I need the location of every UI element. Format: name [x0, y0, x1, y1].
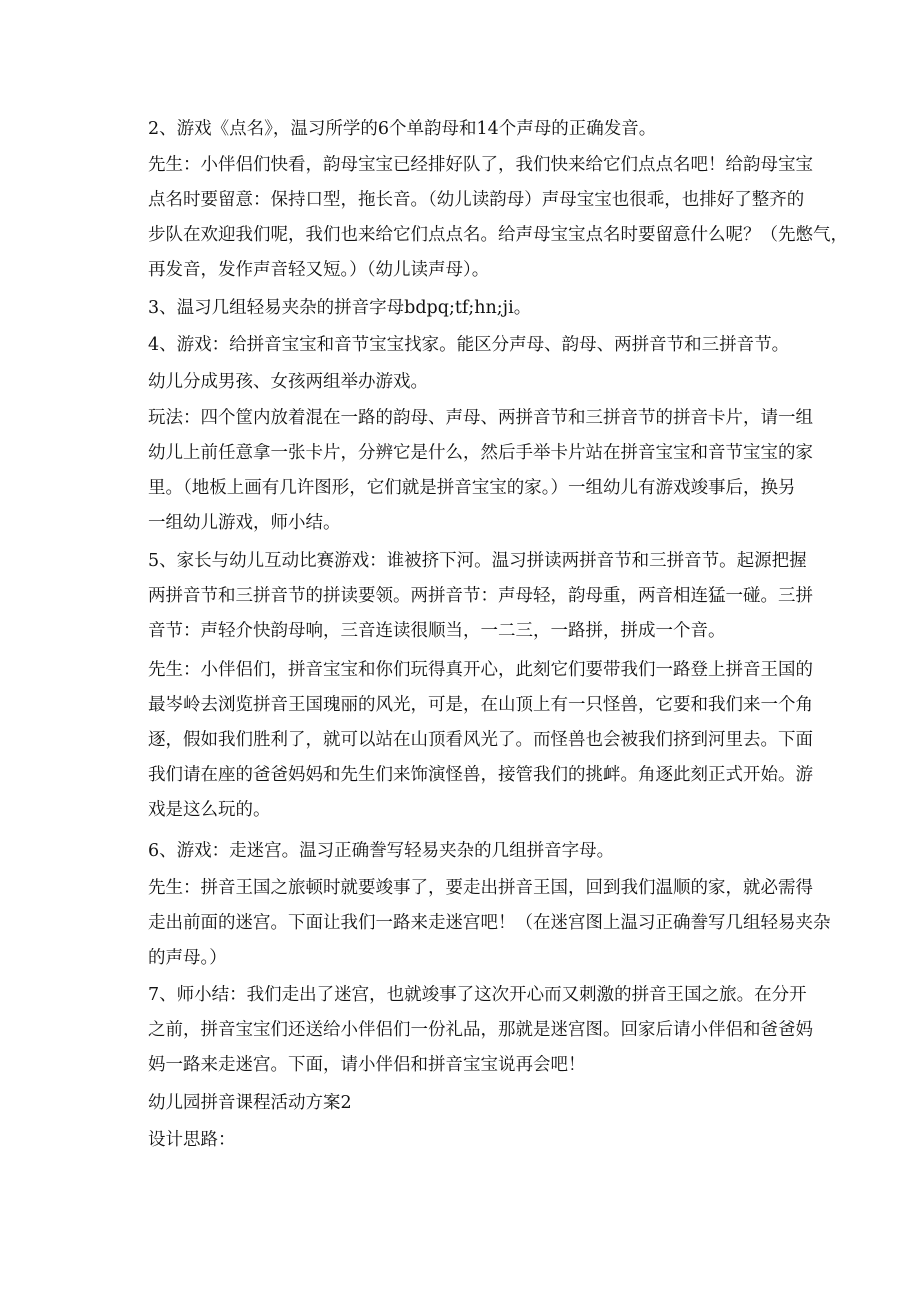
paragraph-step-4: [148, 328, 788, 363]
paragraph-teacher-maze: [148, 871, 831, 976]
text-line: 点名时要留意：保持口型，拖长音。（幼儿读韵母）声母宝宝也很乖，也排好了整齐的: [148, 190, 805, 210]
paragraph-step-2: [148, 112, 788, 147]
paragraph-groups: [148, 365, 788, 400]
text-line: 先生：小伴侣们快看，韵母宝宝已经排好队了，我们快来给它们点点名吧！给韵母宝宝: [148, 155, 813, 175]
text-line: 之前，拼音宝宝们还送给小伴侣们一份礼品，那就是迷宫图。回家后请小伴侣和爸爸妈: [148, 1020, 813, 1040]
paragraph-teacher-monster: [148, 653, 813, 828]
text-line: 先生：拼音王国之旅顿时就要竣事了，要走出拼音王国，回到我们温顺的家，就必需得: [148, 878, 813, 898]
text-line: 4、游戏：给拼音宝宝和音节宝宝找家。能区分声母、韵母、两拼音节和三拼音节。: [148, 335, 790, 355]
text-line: 幼儿上前任意拿一张卡片，分辨它是什么，然后手举卡片站在拼音宝宝和音节宝宝的家: [148, 443, 813, 463]
text-line: 步队在欢迎我们呢，我们也来给它们点点名。给声母宝宝点名时要留意什么呢？（先憋气，: [148, 225, 848, 245]
text-line: 7、师小结：我们走出了迷宫，也就竣事了这次开心而又刺激的拼音王国之旅。在分开: [148, 985, 807, 1005]
text-line: 两拼音节和三拼音节的拼读要领。两拼音节：声母轻，韵母重，两音相连猛一碰。三拼: [148, 586, 813, 606]
paragraph-step-6: [148, 834, 788, 869]
paragraph-rules: [148, 401, 813, 541]
text-line: 的声母。）: [148, 948, 227, 968]
text-line: 3、温习几组轻易夹杂的拼音字母bdpq;tf;hn;ji。: [148, 298, 532, 318]
text-line: 5、家长与幼儿互动比赛游戏：谁被挤下河。温习拼读两拼音节和三拼音节。起源把握: [148, 551, 807, 571]
text-line: 里。（地板上画有几许图形，它们就是拼音宝宝的家。）一组幼儿有游戏竣事后，换另: [148, 478, 796, 498]
text-line: 逐，假如我们胜利了，就可以站在山顶看风光了。而怪兽也会被我们挤到河里去。下面: [148, 730, 813, 750]
text-line: 我们请在座的爸爸妈妈和先生们来饰演怪兽，接管我们的挑衅。角逐此刻正式开始。游: [148, 765, 813, 785]
text-line: 先生：小伴侣们，拼音宝宝和你们玩得真开心，此刻它们要带我们一路登上拼音王国的: [148, 660, 813, 680]
text-line: 幼儿分成男孩、女孩两组举办游戏。: [148, 372, 428, 392]
text-line: 玩法：四个筐内放着混在一路的韵母、声母、两拼音节和三拼音节的拼音卡片，请一组: [148, 408, 813, 428]
text-line: 幼儿园拼音课程活动方案2: [148, 1093, 352, 1113]
paragraph-teacher-roll-call: [148, 148, 848, 288]
subsection-heading: [148, 1123, 788, 1158]
text-line: 2、游戏《点名》，温习所学的6个单韵母和14个声母的正确发音。: [148, 119, 657, 139]
text-line: 6、游戏：走迷宫。温习正确誊写轻易夹杂的几组拼音字母。: [148, 841, 615, 861]
text-line: 一组幼儿游戏，师小结。: [148, 513, 341, 533]
text-line: 最岑岭去浏览拼音王国瑰丽的风光，可是，在山顶上有一只怪兽，它要和我们来一个角: [148, 695, 813, 715]
paragraph-step-3: [148, 291, 788, 326]
text-line: 妈一路来走迷宫。下面，请小伴侣和拼音宝宝说再会吧！: [148, 1055, 586, 1075]
text-line: 走出前面的迷宫。下面让我们一路来走迷宫吧！（在迷宫图上温习正确誊写几组轻易夹杂: [148, 913, 831, 933]
paragraph-step-5: [148, 544, 813, 649]
paragraph-step-7: [148, 978, 813, 1083]
text-line: 设计思路：: [148, 1130, 236, 1150]
text-line: 音节：声轻介快韵母响，三音连读很顺当，一二三，一路拼，拼成一个音。: [148, 621, 726, 641]
section-title: [148, 1086, 788, 1121]
text-line: 再发音，发作声音轻又短。）（幼儿读声母）。: [148, 260, 490, 280]
text-line: 戏是这么玩的。: [148, 800, 271, 820]
